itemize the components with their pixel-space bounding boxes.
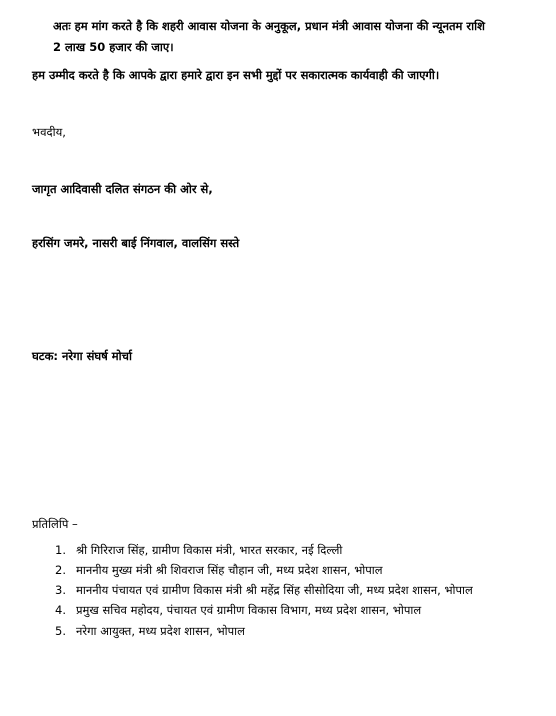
signatories-line: हरसिंग जमरे, नासरी बाई निंगवाल, वालसिंग सस्ते	[32, 236, 240, 250]
closing-salutation: भवदीय,	[32, 125, 66, 139]
list-item-text: प्रमुख सचिव महोदय, पंचायत एवं ग्रामीण विकास विभाग, मध्य प्रदेश शासन, भोपाल	[76, 603, 422, 617]
copy-label: प्रतिलिपि –	[32, 517, 78, 531]
demand-paragraph-line-2: 2 लाख 50 हजार की जाए।	[53, 40, 174, 54]
list-item-number: 2.	[55, 563, 66, 577]
list-item-number: 5.	[55, 624, 66, 638]
organization-line: जागृत आदिवासी दलित संगठन की ओर से,	[32, 182, 213, 196]
list-item-text: श्री गिरिराज सिंह, ग्रामीण विकास मंत्री, भारत सरकार, नई दिल्ली	[76, 543, 343, 557]
list-item-text: माननीय मुख्य मंत्री श्री शिवराज सिंह चौहान जी, मध्य प्रदेश शासन, भोपाल	[76, 563, 383, 577]
list-item-number: 4.	[55, 603, 66, 617]
list-item-text: नरेगा आयुक्त, मध्य प्रदेश शासन, भोपाल	[76, 624, 245, 638]
list-item-number: 1.	[55, 543, 66, 557]
list-item-number: 3.	[55, 583, 66, 597]
list-item-text: माननीय पंचायत एवं ग्रामीण विकास मंत्री श्री महेंद्र सिंह सीसोदिया जी, मध्य प्रदेश शासन, भोपाल	[76, 583, 473, 597]
hope-paragraph: हम उम्मीद करते है कि आपके द्वारा हमारे द्वारा इन सभी मुद्दों पर सकारात्मक कार्यवाही की जाएगी।	[32, 68, 440, 82]
demand-paragraph-line-1: अतः हम मांग करते है कि शहरी आवास योजना के अनुकूल, प्रधान मंत्री आवास योजना की न्यूनतम राशि	[53, 19, 485, 33]
constituent-line: घटक: नरेगा संघर्ष मोर्चा	[32, 349, 132, 363]
